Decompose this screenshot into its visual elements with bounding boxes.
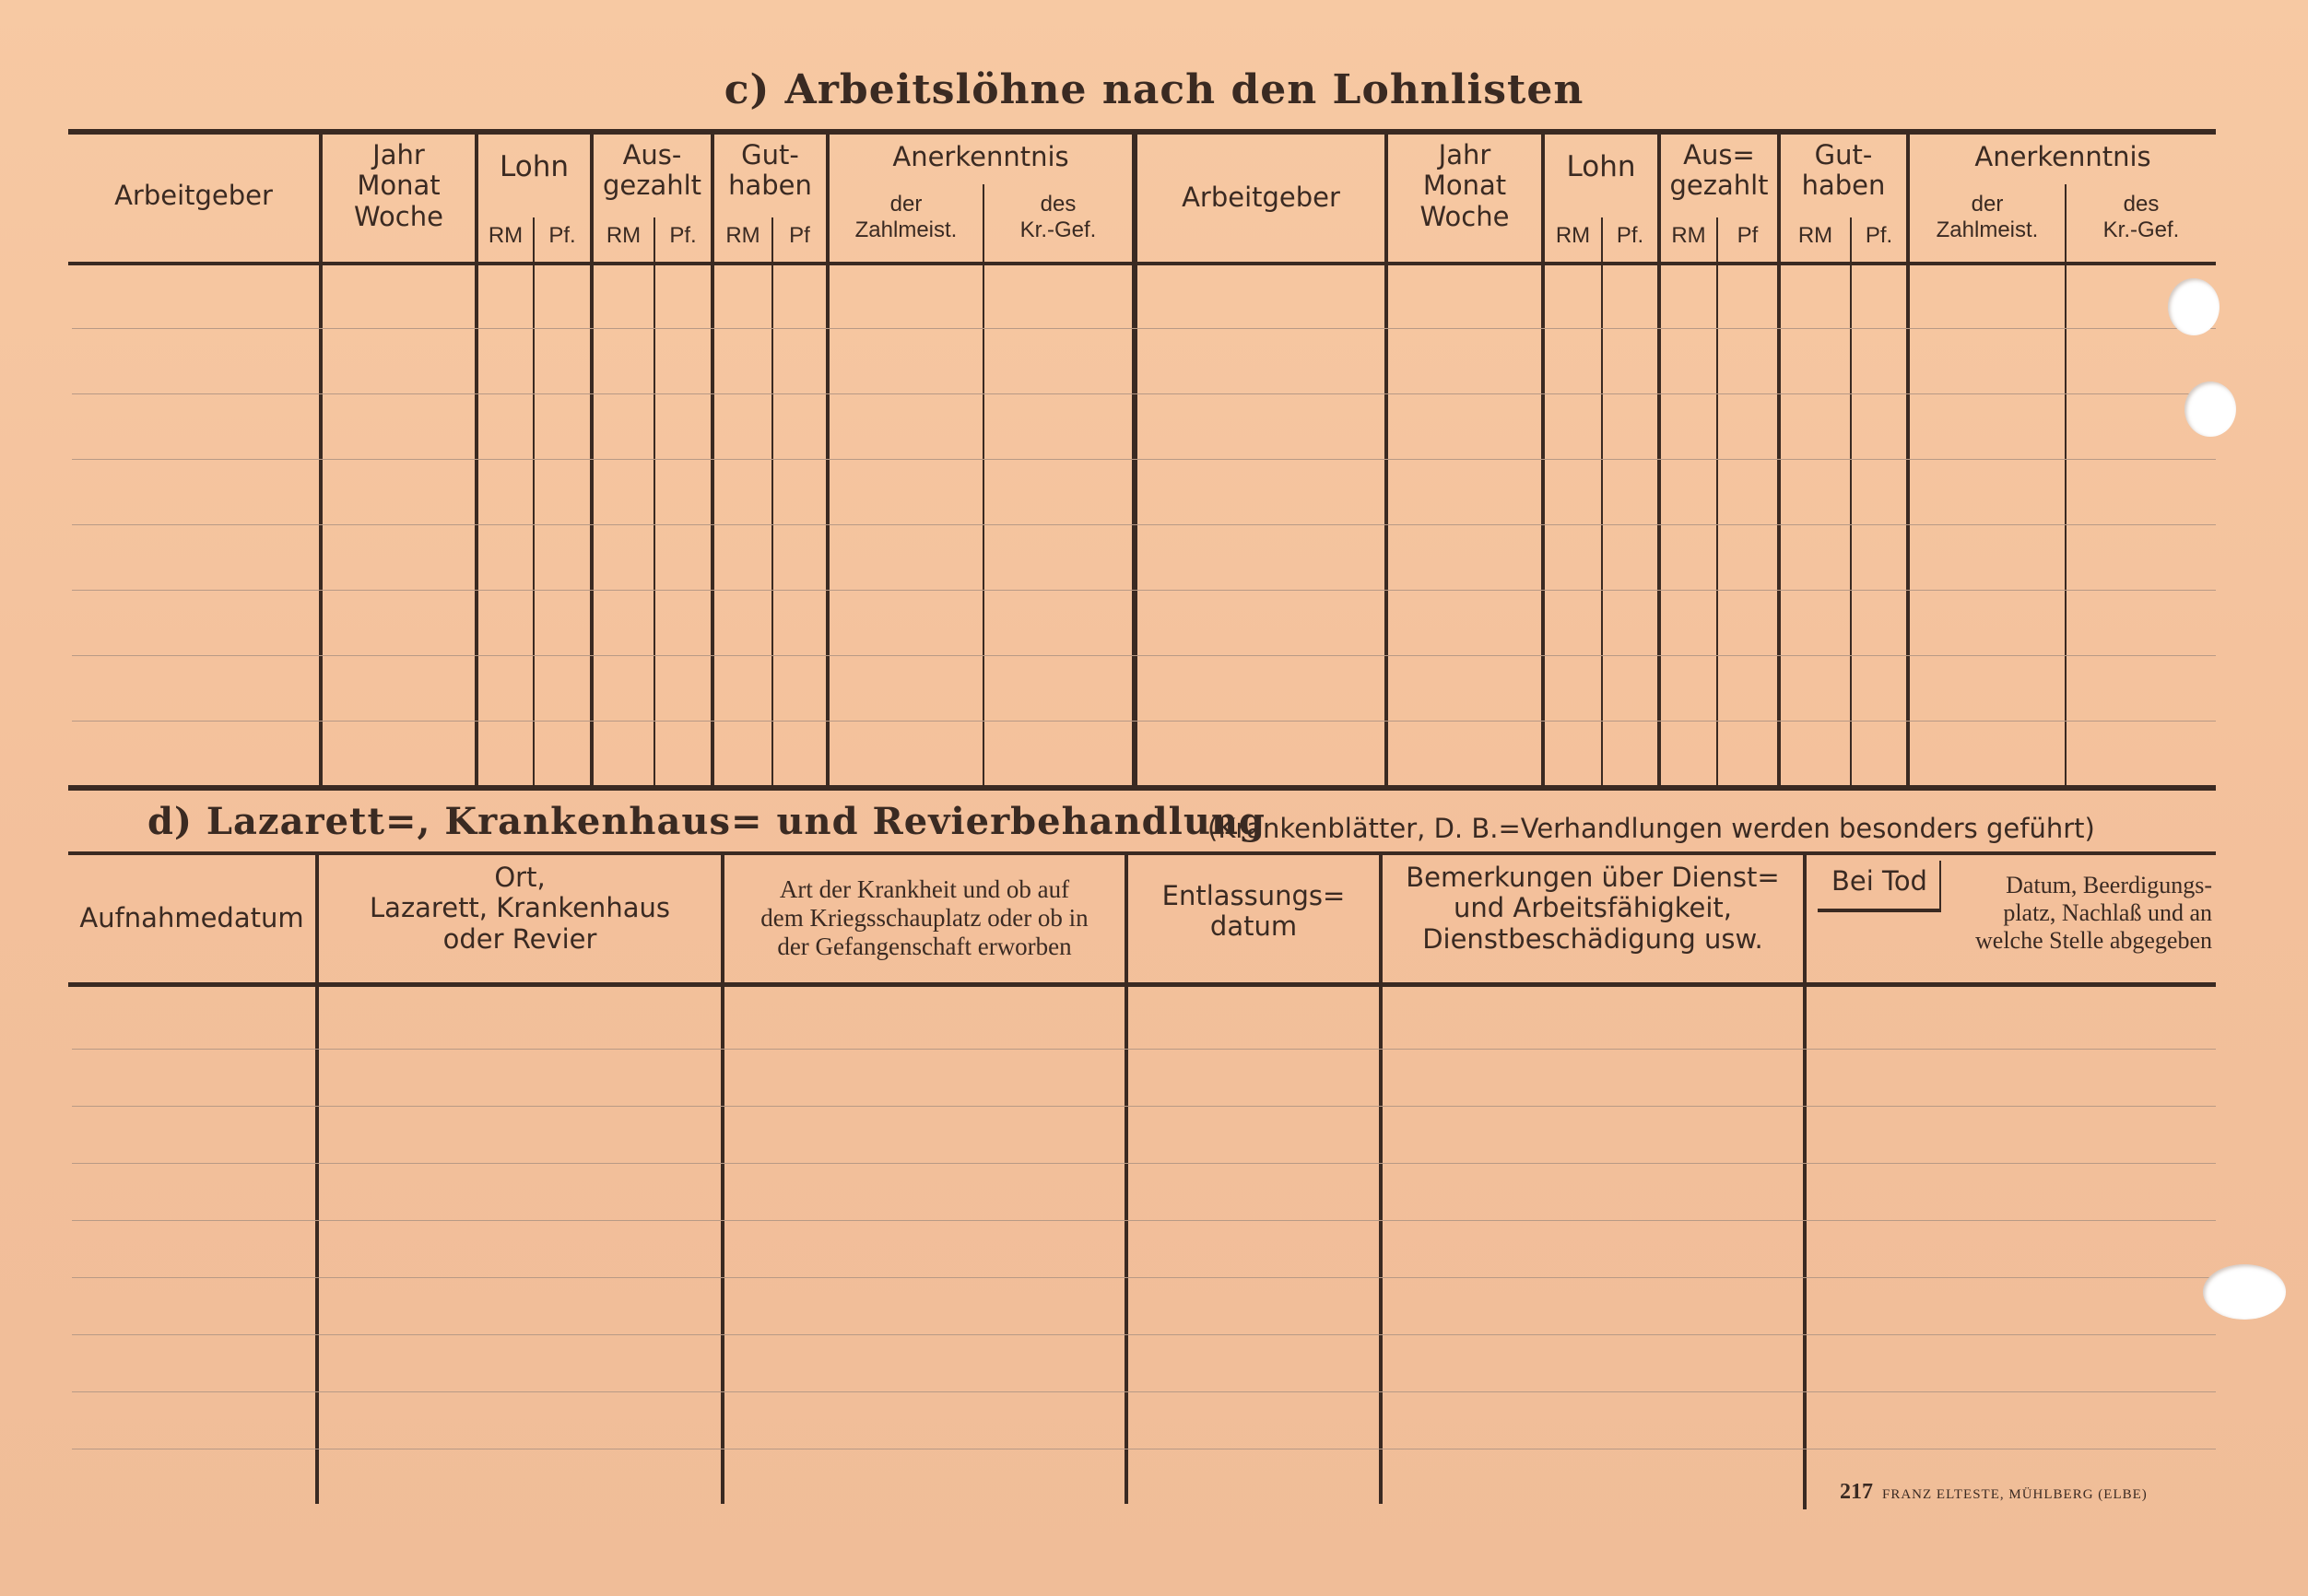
header-employer: Arbeitgeber	[114, 180, 273, 211]
col-rule	[1803, 855, 1807, 1509]
header-ack-right-group: Anerkenntnis	[1974, 141, 2151, 172]
unit-rm: RM	[1671, 223, 1706, 248]
writing-line	[72, 590, 2216, 591]
header-paid-right: Aus= gezahlt	[1669, 139, 1769, 202]
form-number: 217	[1840, 1480, 1873, 1504]
writing-line	[72, 1391, 2216, 1392]
col-rule	[1125, 855, 1128, 1504]
subcol-rule	[533, 217, 535, 785]
writing-line	[72, 393, 2216, 394]
header-ack-left: der Zahlmeist.	[1936, 192, 2039, 242]
header-death: Bei Tod	[1831, 865, 1927, 897]
unit-rm: RM	[1797, 223, 1833, 248]
header-employer-right: Arbeitgeber	[1182, 182, 1340, 213]
header-ack-left: der Zahlmeist.	[854, 192, 958, 242]
unit-rm: RM	[725, 223, 760, 248]
header-discharge: Entlassungs= datum	[1161, 880, 1346, 943]
section-d-title: d) Lazarett=, Krankenhaus= und Revierbehandlung	[147, 800, 1266, 843]
section-c-bottom-rule	[68, 785, 2216, 791]
writing-line	[72, 1220, 2216, 1221]
unit-rm: RM	[606, 223, 642, 248]
punch-hole	[2168, 278, 2220, 335]
header-credit: Gut- haben	[728, 139, 812, 202]
section-c-top-rule	[68, 129, 2216, 135]
unit-pf: Pf.	[1865, 223, 1893, 248]
writing-line	[72, 1277, 2216, 1278]
printer-imprint	[1840, 1480, 2148, 1505]
unit-rm: RM	[1555, 223, 1591, 248]
subcol-rule	[1601, 217, 1603, 785]
header-period-right: Jahr Monat Woche	[1419, 139, 1510, 232]
section-c-header-rule	[68, 262, 2216, 265]
writing-line	[72, 655, 2216, 656]
writing-line	[72, 459, 2216, 460]
section-d-subtitle: (Krankenblätter, D. B.=Verhandlungen werden besonders geführt)	[1207, 813, 2095, 844]
unit-pf: Pf	[1737, 223, 1759, 248]
header-wage: Lohn	[500, 150, 569, 183]
writing-line	[72, 328, 2216, 329]
unit-pf: Pf.	[1616, 223, 1644, 248]
section-c-title: c) Arbeitslöhne nach den Lohnlisten	[724, 66, 1584, 113]
col-rule	[1132, 135, 1137, 785]
unit-pf: Pf.	[669, 223, 697, 248]
subcol-rule	[2065, 184, 2067, 785]
writing-line	[72, 524, 2216, 525]
header-ack-right: des Kr.-Gef.	[1019, 192, 1097, 242]
subcol-rule	[654, 217, 655, 785]
header-place: Ort, Lazarett, Krankenhaus oder Revier	[370, 862, 670, 955]
writing-line	[72, 1049, 2216, 1050]
unit-rm: RM	[488, 223, 524, 248]
subcol-rule	[1850, 217, 1852, 785]
writing-line	[72, 1163, 2216, 1164]
header-death-detail: Datum, Beerdigungs- platz, Nachlaß und an welche Stelle abgegeben	[1975, 872, 2212, 954]
punch-hole	[2184, 381, 2236, 437]
punch-hole	[2203, 1264, 2286, 1320]
header-period: Jahr Monat Woche	[354, 139, 443, 232]
section-d-header-rule	[68, 982, 2216, 987]
header-admission: Aufnahmedatum	[79, 902, 304, 933]
unit-pf: Pf	[789, 223, 810, 248]
subcol-rule	[1716, 217, 1718, 785]
header-credit-right: Gut- haben	[1801, 139, 1886, 202]
header-ack-right: des Kr.-Gef.	[2102, 192, 2180, 242]
header-remarks: Bemerkungen über Dienst= und Arbeitsfähigkeit, Dienstbeschädigung usw.	[1406, 862, 1780, 955]
header-paid: Aus- gezahlt	[602, 139, 702, 202]
writing-line	[72, 1334, 2216, 1335]
writing-line	[72, 1106, 2216, 1107]
printer-name: FRANZ ELTESTE, MÜHLBERG (ELBE)	[1882, 1487, 2148, 1502]
unit-pf: Pf.	[548, 223, 576, 248]
header-illness: Art der Krankheit und ob auf dem Kriegsschauplatz oder ob in der Gefangenschaft erworben	[760, 875, 1089, 961]
writing-line	[72, 721, 2216, 722]
section-d-top-rule	[68, 851, 2216, 855]
header-ack: Anerkenntnis	[892, 141, 1069, 172]
subcol-rule	[983, 184, 984, 785]
header-wage-right: Lohn	[1566, 150, 1636, 183]
subcol-rule	[771, 217, 773, 785]
